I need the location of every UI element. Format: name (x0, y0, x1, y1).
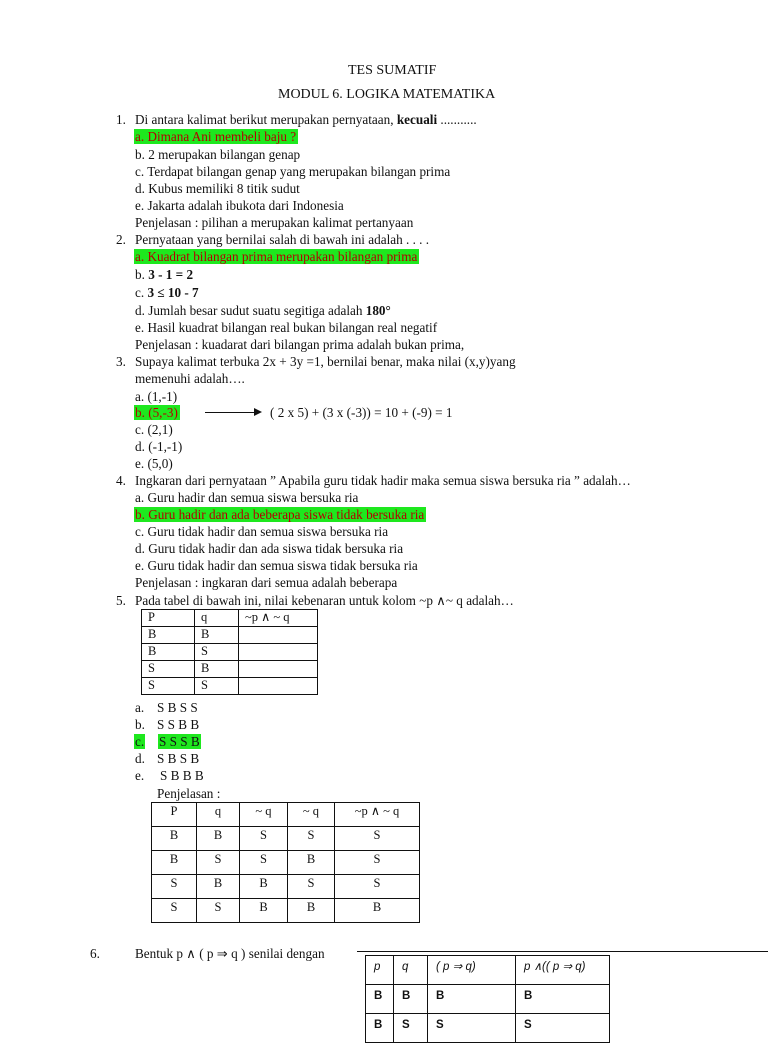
table-header-cell: P (142, 610, 195, 627)
question-number: 2. (116, 232, 126, 247)
table-header-cell: ~p ∧ ~ q (239, 610, 318, 627)
table-cell: S (195, 678, 239, 695)
table-cell: B (142, 627, 195, 644)
truth-table (141, 609, 318, 695)
question-number: 4. (116, 473, 126, 488)
question-text: memenuhi adalah…. (135, 371, 245, 386)
question-text: Pernyataan yang bernilai salah di bawah ini adalah . . . . (135, 232, 430, 247)
table-header-cell: P (152, 803, 197, 827)
table-header-cell: ( p ⇒ q) (428, 956, 516, 985)
table-row (142, 627, 318, 644)
table-cell: S (516, 1014, 610, 1043)
answer-option: c. 3 ≤ 10 - 7 (135, 285, 199, 300)
question-text: Ingkaran dari pernyataan ” Apabila guru tidak hadir maka semua siswa bersuka ria ” adalah… (135, 473, 631, 488)
table-header-cell: p (366, 956, 394, 985)
table-row (142, 678, 318, 695)
table-cell: S (152, 875, 197, 899)
table-header-row (142, 610, 318, 627)
table-header-cell: ~ q (288, 803, 335, 827)
table-cell: S (335, 827, 420, 851)
doc-title: TES SUMATIF (348, 63, 437, 78)
table-cell: B (195, 661, 239, 678)
answer-option: d. (135, 751, 145, 766)
question-number: 1. (116, 112, 126, 127)
table-header-cell: p ∧(( p ⇒ q) (516, 956, 610, 985)
question-text: Bentuk p ∧ ( p ⇒ q ) senilai dengan (135, 946, 325, 961)
question-text: Pada tabel di bawah ini, nilai kebenaran untuk kolom ~p ∧~ q adalah… (135, 593, 514, 608)
table-cell: S (335, 875, 420, 899)
table-cell: B (428, 985, 516, 1014)
answer-option: c. (135, 734, 145, 749)
table-cell: B (366, 1014, 394, 1043)
table-cell (239, 678, 318, 695)
question-text: Supaya kalimat terbuka 2x + 3y =1, bernilai benar, maka nilai (x,y)yang (135, 354, 516, 369)
answer-option: e. Jakarta adalah ibukota dari Indonesia (135, 198, 344, 213)
arrow-head-icon (254, 408, 262, 416)
table-header-cell: q (197, 803, 240, 827)
explanation: Penjelasan : ingkaran dari semua adalah beberapa (135, 575, 398, 590)
table-cell (239, 661, 318, 678)
explanation: Penjelasan : pilihan a merupakan kalimat pertanyaan (135, 215, 414, 230)
table-cell: S (240, 827, 288, 851)
table-header-cell: q (394, 956, 428, 985)
table-row (142, 644, 318, 661)
table-cell: S (152, 899, 197, 923)
answer-option: b. (135, 717, 145, 732)
table-cell: S (335, 851, 420, 875)
table-cell: S (197, 899, 240, 923)
answer-option: e. Hasil kuadrat bilangan real bukan bilangan real negatif (135, 320, 438, 335)
table-header-cell: ~ q (240, 803, 288, 827)
table-row (152, 827, 420, 851)
answer-option-text: S S S B (159, 734, 200, 749)
table-cell: B (394, 985, 428, 1014)
table-cell: S (197, 851, 240, 875)
table-cell (239, 644, 318, 661)
table-cell: B (142, 644, 195, 661)
table-cell: B (195, 627, 239, 644)
answer-option: a. Guru hadir dan semua siswa bersuka ria (135, 490, 359, 505)
answer-option: b. 3 - 1 = 2 (135, 267, 194, 282)
table-cell: S (288, 875, 335, 899)
table-cell: B (197, 827, 240, 851)
answer-option: a. Kuadrat bilangan prima merupakan bilangan prima (135, 249, 418, 264)
answer-option: d. Jumlah besar sudut suatu segitiga adalah 180° (135, 303, 391, 318)
table-header-cell: q (195, 610, 239, 627)
question-number: 6. (90, 946, 100, 961)
answer-option: e. (5,0) (135, 456, 173, 471)
table-cell: S (195, 644, 239, 661)
table-row (152, 851, 420, 875)
answer-option: c. (2,1) (135, 422, 173, 437)
table-cell: B (152, 827, 197, 851)
table-cell: B (516, 985, 610, 1014)
answer-option: d. Guru tidak hadir dan ada siswa tidak bersuka ria (135, 541, 404, 556)
answer-option-text: S B B B (160, 768, 204, 783)
table-cell: B (197, 875, 240, 899)
table-header-cell: ~p ∧ ~ q (335, 803, 420, 827)
answer-option: b. (5,-3) (135, 405, 178, 420)
table-cell (239, 627, 318, 644)
table-cell: B (152, 851, 197, 875)
answer-option: b. 2 merupakan bilangan genap (135, 147, 301, 162)
table-cell: S (394, 1014, 428, 1043)
table-cell: B (288, 899, 335, 923)
answer-option: d. Kubus memiliki 8 titik sudut (135, 181, 300, 196)
answer-option: c. Guru tidak hadir dan semua siswa bersuka ria (135, 524, 389, 539)
answer-option: e. (135, 768, 145, 783)
table-cell: B (240, 875, 288, 899)
table-cell: B (335, 899, 420, 923)
math-expression: 3 ≤ 10 - 7 (147, 285, 199, 300)
table-row (366, 985, 610, 1014)
table-row (142, 661, 318, 678)
explanation: Penjelasan : kuadarat dari bilangan prima adalah bukan prima, (135, 337, 465, 352)
answer-option: a. (1,-1) (135, 389, 178, 404)
answer-truth-table (151, 802, 420, 923)
table-cell: S (240, 851, 288, 875)
answer-option: b. Guru hadir dan ada beberapa siswa tidak bersuka ria (135, 507, 425, 522)
table-row (366, 1014, 610, 1043)
table-top-rule (357, 951, 768, 952)
table-cell: S (142, 678, 195, 695)
explanation: Penjelasan : (157, 786, 221, 801)
answer-option: a. Dimana Ani membeli baju ? (135, 129, 297, 144)
table-row (152, 899, 420, 923)
answer-option: e. Guru tidak hadir dan semua siswa tidak bersuka ria (135, 558, 418, 573)
table-cell: B (366, 985, 394, 1014)
arrow-icon (205, 412, 255, 413)
q6-truth-table (365, 955, 610, 1043)
table-cell: B (288, 851, 335, 875)
table-row (152, 875, 420, 899)
answer-option-text: S B S B (157, 751, 200, 766)
question-number: 3. (116, 354, 126, 369)
answer-option: a. (135, 700, 145, 715)
table-header-row (366, 956, 610, 985)
answer-option-text: S B S S (157, 700, 198, 715)
emphasis-text: kecuali (396, 112, 438, 127)
table-cell: B (240, 899, 288, 923)
math-expression: 180° (365, 303, 391, 318)
calculation: ( 2 x 5) + (3 x (-3)) = 10 + (-9) = 1 (270, 405, 453, 420)
answer-option: d. (-1,-1) (135, 439, 183, 454)
table-header-row (152, 803, 420, 827)
question-number: 5. (116, 593, 126, 608)
answer-option: c. Terdapat bilangan genap yang merupakan bilangan prima (135, 164, 451, 179)
question-text: Di antara kalimat berikut merupakan pernyataan, kecuali ........... (135, 112, 477, 127)
answer-option-text: S S B B (157, 717, 200, 732)
table-cell: S (428, 1014, 516, 1043)
table-cell: S (288, 827, 335, 851)
table-cell: S (142, 661, 195, 678)
doc-subtitle: MODUL 6. LOGIKA MATEMATIKA (278, 87, 496, 102)
math-expression: 3 - 1 = 2 (148, 267, 194, 282)
